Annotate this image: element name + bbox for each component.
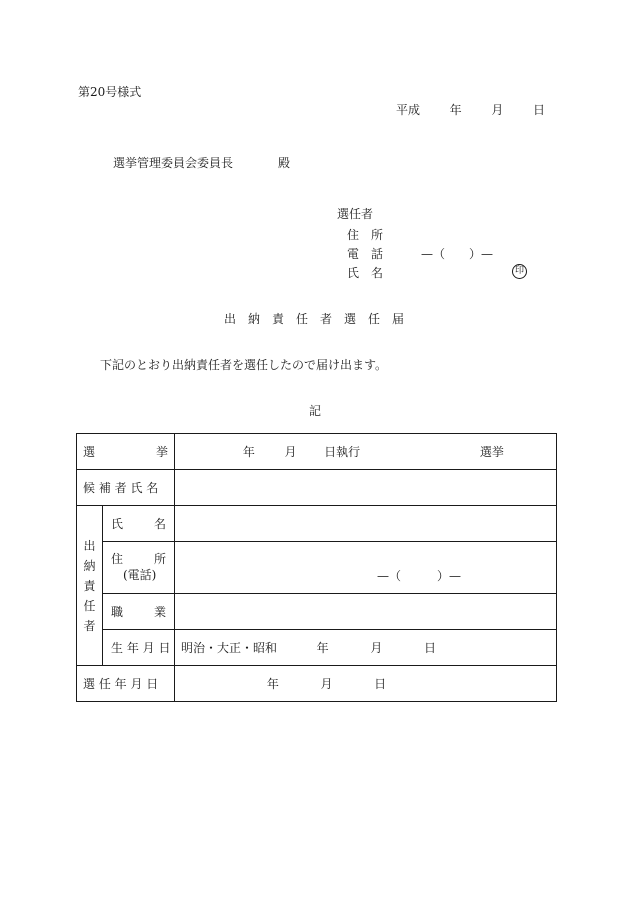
submission-date	[396, 104, 545, 116]
treasurer-group-label: 出 納 責 任 者	[77, 506, 103, 666]
election-label: 選 挙	[77, 434, 175, 470]
treasurer-phone-label: (電話)	[123, 567, 157, 582]
date-era: 平成	[396, 103, 421, 117]
date-year: 年	[449, 103, 462, 117]
appointment-date-value[interactable]: 年 月 日	[175, 666, 557, 702]
election-value[interactable]: 年 月 日執行 選挙	[175, 434, 557, 470]
ki-heading: 記	[309, 404, 322, 418]
treasurer-phone-format: —（ ）—	[377, 569, 462, 583]
addressee-title: 選挙管理委員会委員長	[113, 156, 234, 170]
candidate-row	[77, 470, 557, 506]
treasurer-address-value[interactable]	[175, 542, 557, 594]
form-number: 第20号様式	[78, 85, 142, 99]
appointer-phone-label: 電 話	[347, 247, 384, 261]
treasurer-form-table	[76, 433, 557, 702]
appointment-date-label: 選 任 年 月 日	[77, 666, 175, 702]
treasurer-name-row	[77, 506, 557, 542]
appointer-name-label: 氏 名	[347, 266, 384, 280]
appointer-phone-format: —（ ）—	[421, 247, 494, 261]
appointer-address-label: 住 所	[347, 228, 384, 242]
treasurer-birthdate-label: 生 年 月 日	[103, 630, 175, 666]
document-title: 出 納 責 任 者 選 任 届	[224, 312, 405, 326]
addressee-honorific: 殿	[278, 156, 291, 170]
date-month: 月	[491, 103, 504, 117]
treasurer-address-row	[77, 542, 557, 594]
treasurer-occupation-value[interactable]	[175, 594, 557, 630]
intro-text: 下記のとおり出納責任者を選任したので届け出ます。	[100, 358, 388, 372]
treasurer-birthdate-row	[77, 630, 557, 666]
seal-mark: 印	[512, 264, 527, 279]
treasurer-occupation-label: 職 業	[103, 594, 175, 630]
date-day: 日	[533, 103, 546, 117]
treasurer-name-value[interactable]	[175, 506, 557, 542]
treasurer-occupation-row	[77, 594, 557, 630]
appointer-label: 選任者	[337, 207, 374, 221]
treasurer-birthdate-value[interactable]: 明治・大正・昭和 年 月 日	[175, 630, 557, 666]
appointment-date-row	[77, 666, 557, 702]
treasurer-address-label: 住 所 (電話)	[103, 542, 175, 594]
candidate-name-label: 候 補 者 氏 名	[77, 470, 175, 506]
election-row	[77, 434, 557, 470]
treasurer-name-label: 氏 名	[103, 506, 175, 542]
candidate-name-value[interactable]	[175, 470, 557, 506]
